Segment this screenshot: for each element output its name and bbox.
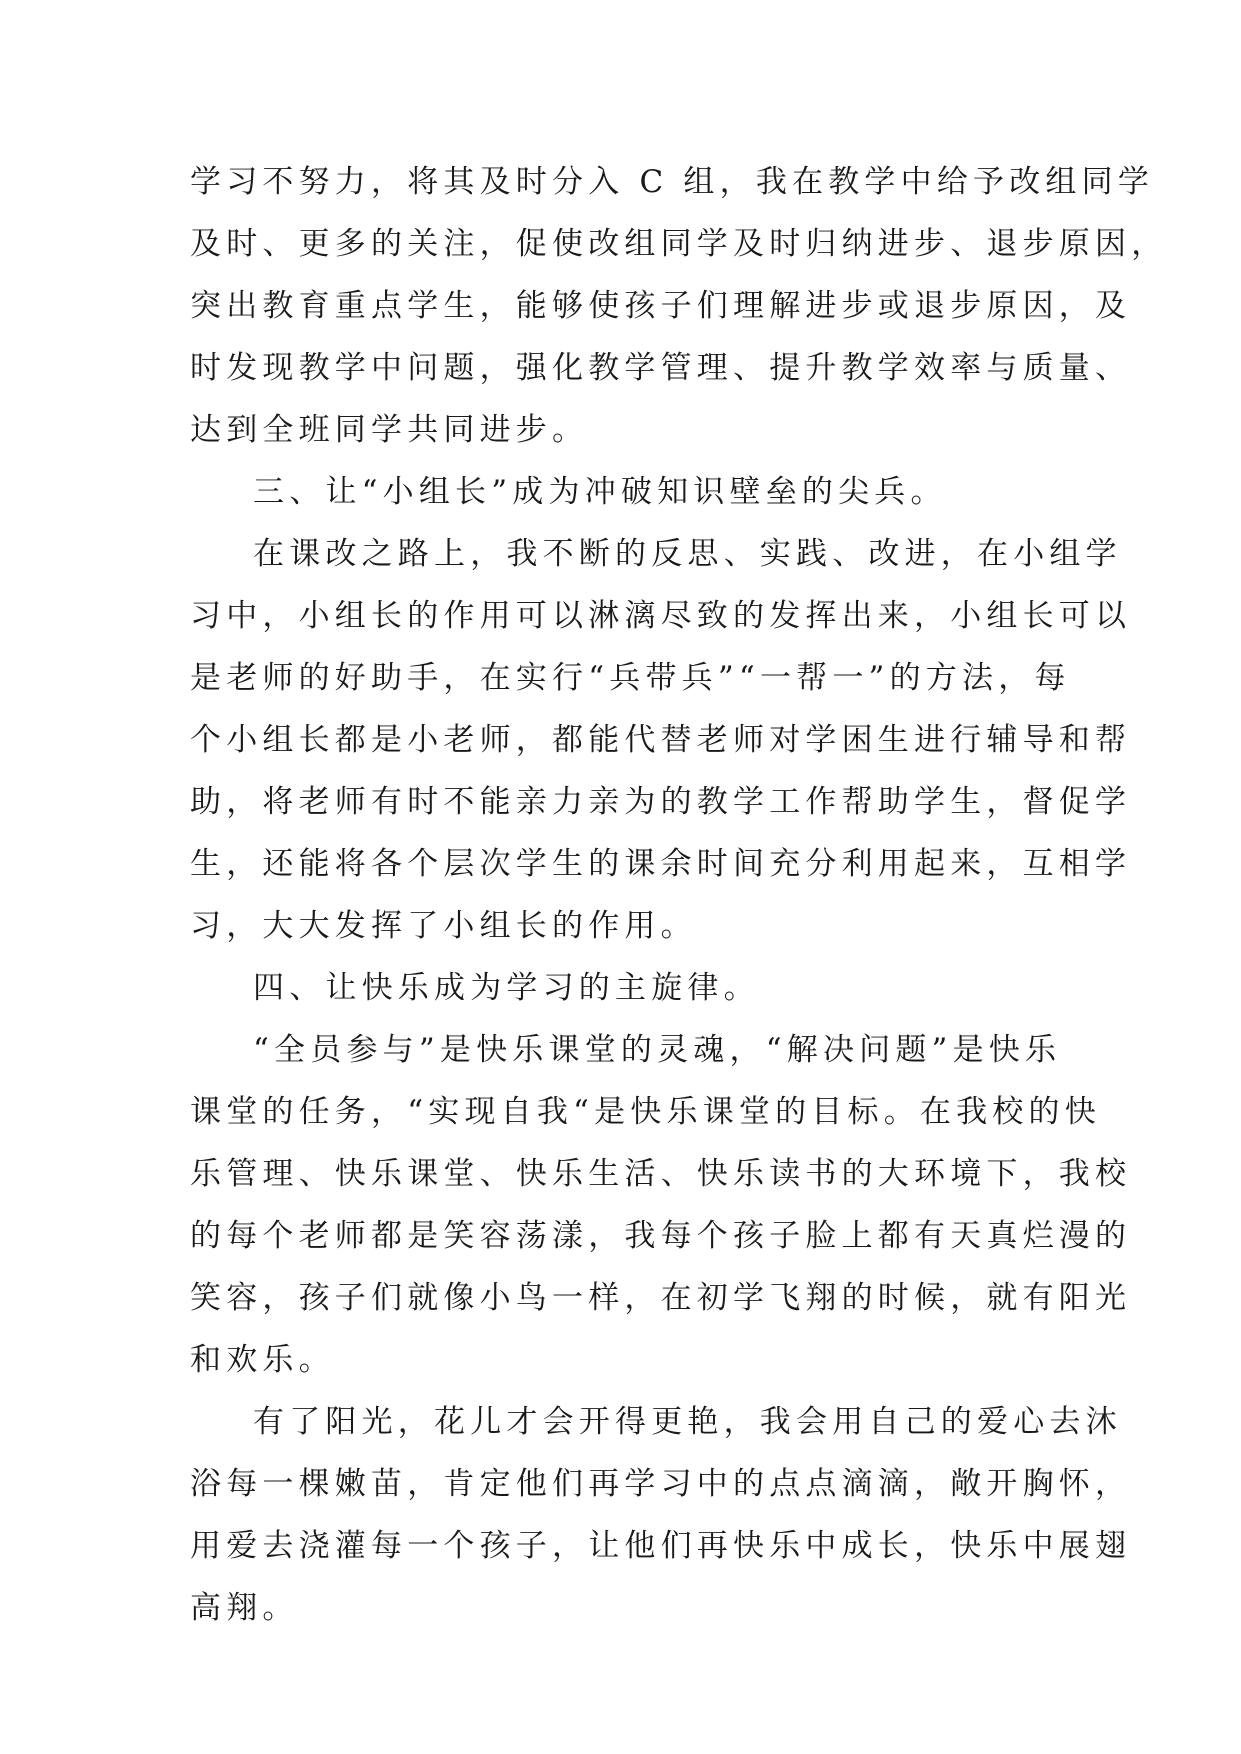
text-line: 用爱去浇灌每一个孩子，让他们再快乐中成长，快乐中展翅 (190, 1528, 1132, 1564)
text-line: 浴每一棵嫩苗，肯定他们再学习中的点点滴滴，敞开胸怀， (190, 1466, 1132, 1502)
text-line: 及时、更多的关注，促使改组同学及时归纳进步、退步原因， (190, 226, 1168, 262)
text-line: 笑容，孩子们就像小鸟一样，在初学飞翔的时候，就有阳光 (190, 1280, 1132, 1316)
text-line: 的每个老师都是笑容荡漾，我每个孩子脸上都有天真烂漫的 (190, 1218, 1132, 1254)
text-line: 时发现教学中问题，强化教学管理、提升教学效率与质量、 (190, 350, 1132, 386)
text-line: 习，大大发挥了小组长的作用。 (190, 908, 697, 944)
text-line: 乐管理、快乐课堂、快乐生活、快乐读书的大环境下，我校 (190, 1156, 1132, 1192)
text-line: “全员参与”是快乐课堂的灵魂，“解决问题”是快乐 (253, 1032, 1062, 1068)
text-line: 生，还能将各个层次学生的课余时间充分利用起来，互相学 (190, 846, 1132, 882)
text-line: 达到全班同学共同进步。 (190, 412, 589, 448)
section-heading: 三、让“小组长”成为冲破知识壁垒的尖兵。 (253, 474, 947, 510)
section-heading: 四、让快乐成为学习的主旋律。 (253, 970, 760, 1006)
text-line: 突出教育重点学生，能够使孩子们理解进步或退步原因，及 (190, 288, 1132, 324)
text-line: 助，将老师有时不能亲力亲为的教学工作帮助学生，督促学 (190, 784, 1132, 820)
text-line: 个小组长都是小老师，都能代替老师对学困生进行辅导和帮 (190, 722, 1132, 758)
text-line: 是老师的好助手，在实行“兵带兵”“一帮一”的方法，每 (190, 660, 1071, 696)
text-line: 和欢乐。 (190, 1342, 335, 1378)
text-line: 学习不努力，将其及时分入 C 组，我在教学中给予改组同学 (190, 164, 1155, 200)
text-line: 有了阳光，花儿才会开得更艳，我会用自己的爱心去沐 (253, 1404, 1122, 1440)
text-line: 在课改之路上，我不断的反思、实践、改进，在小组学 (253, 536, 1122, 572)
text-line: 课堂的任务，“实现自我“是快乐课堂的目标。在我校的快 (190, 1094, 1101, 1130)
text-line: 高翔。 (190, 1590, 299, 1626)
text-line: 习中，小组长的作用可以淋漓尽致的发挥出来，小组长可以 (190, 598, 1132, 634)
